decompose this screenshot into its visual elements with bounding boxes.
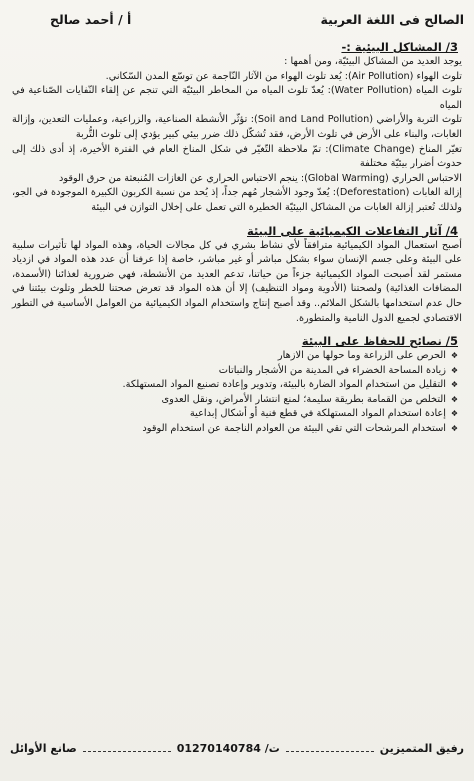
section-title-problems: 3/ المشاكل البيئية :- <box>341 40 458 54</box>
problem-item: تلوث المياه (Water Pollution): يُعدّ تلوث المياه من المخاطر البيئيّة التي تنجم عن إلقاء النّفايات الصّناعية في المياه <box>12 85 462 111</box>
footer-slogan-left: صانع الأوائل <box>10 742 77 755</box>
chemical-body: أصبح استعمال المواد الكيميائية مترافقاً لأي نشاط بشري في كل مجالات الحياة، وهذه المواد لها تأثيرات سلبية على البيئة وعلى جسم الإنسان سواء بشكل مباشر أو غير مباشر، خاصة إذا عرفنا أن عدد هذه المواد في ازدياد مستمر لقد أصبحت المواد الكيميائية جزءاً من حياتنا، تدعم العديد من الأنشطة، فهي ضرورية لغذائنا (الأسمدة، المضافات الغذائية) ولصحتنا (الأدوية ومواد التنظيف) إلا أن هذه المواد قد تعرض صحتنا للخطر وتلوث بيئتنا في حال عدم استخدامها بالشكل الملائم.. وقد أصبح إنتاج واستخدام المواد الكيميائية من العوامل الأساسية في التطور الاقتصادي لجميع الدول النامية والمتطورة. <box>12 239 462 324</box>
problem-item: تلوث التربة والأراضي (Soil and Land Pollution): تؤثّر الأنشطة الصناعية، والزراعية، وعمليات التعدين، وإزالة الغابات، والبناء على الأرض في تلوث الأرض، فقد تُشكّل ذلك ضرر بيئي كبير يؤدي إلى تلوث التُّربة <box>12 114 462 140</box>
subject-title: الصالح فى اللغة العربية <box>320 11 464 27</box>
footer-divider <box>286 745 374 752</box>
section-title-chemical: 4/ آثار التفاعلات الكيميائية على البيئة <box>247 223 458 238</box>
tip-item: ❖ زيادة المساحة الخضراء في المدينة من الأشجار والنباتات <box>12 364 458 379</box>
footer-slogan-right: رفيق المتميزين <box>379 742 464 755</box>
page-header <box>10 8 464 30</box>
footer-divider <box>83 745 171 752</box>
teacher-name: أ / أحمد صالح <box>50 11 132 27</box>
problem-item: الاحتباس الحراري (Global Warming): ينجم الاحتباس الحراري عن الغازات المُنبعثة من حرق الوقود <box>59 172 462 184</box>
section-title-tips: 5/ نصائح للحفاظ على البيئة <box>301 334 458 349</box>
tip-item: ❖ الحرص على الزراعة وما حولها من الازهار <box>12 349 458 364</box>
section-environmental-problems <box>10 40 464 216</box>
problem-item: إزالة الغابات (Deforestation): يُعدّ وجود الأشجار مُهم جداً، إذ يُحد من نسبة الكربون الكبيرة الموجودة في الجو، ولذلك تُعتبر إزالة الغابات من المشاكل البيئيّة الخطيرة التي تعمل على إخلال التوازن في البيئة <box>12 187 462 213</box>
tips-list <box>10 349 464 437</box>
section-environment-tips <box>10 334 464 437</box>
teacher-phone: ت/ 01270140784 <box>176 742 280 755</box>
problem-item: تغيّر المناخ (Climate Change): تمّ ملاحظة التّغيّر في شكل المناخ العام في الفترة الأخيرة، إذ أدى ذلك إلى حدوث أضرار بيئيّة مختلفة <box>12 143 463 170</box>
page-footer <box>10 742 464 755</box>
problems-intro: يوجد العديد من المشاكل البيئيّة، ومن أهمها : <box>284 56 462 67</box>
tip-item: ❖ إعادة استخدام المواد المستهلكة في قطع فنية أو أشكال إبداعية <box>12 407 458 422</box>
tip-item: ❖ استخدام المرشحات التي تقي البيئة من العوادم الناجمة عن استخدام الوقود <box>12 422 458 437</box>
section-chemical-effects <box>10 224 464 327</box>
problem-item: تلوث الهواء (Air Pollution): يُعد تلوث الهواء من الآثار النّاجمة عن توسّع المدن السّكاني. <box>105 70 462 82</box>
tip-item: ❖ التخلص من القمامة بطريقة سليمة؛ لمنع انتشار الأمراض، ونقل العدوى <box>12 393 458 408</box>
tip-item: ❖ التقليل من استخدام المواد الضارة بالبيئة، وتدوير وإعادة تصنيع المواد المستهلكة. <box>12 378 458 393</box>
